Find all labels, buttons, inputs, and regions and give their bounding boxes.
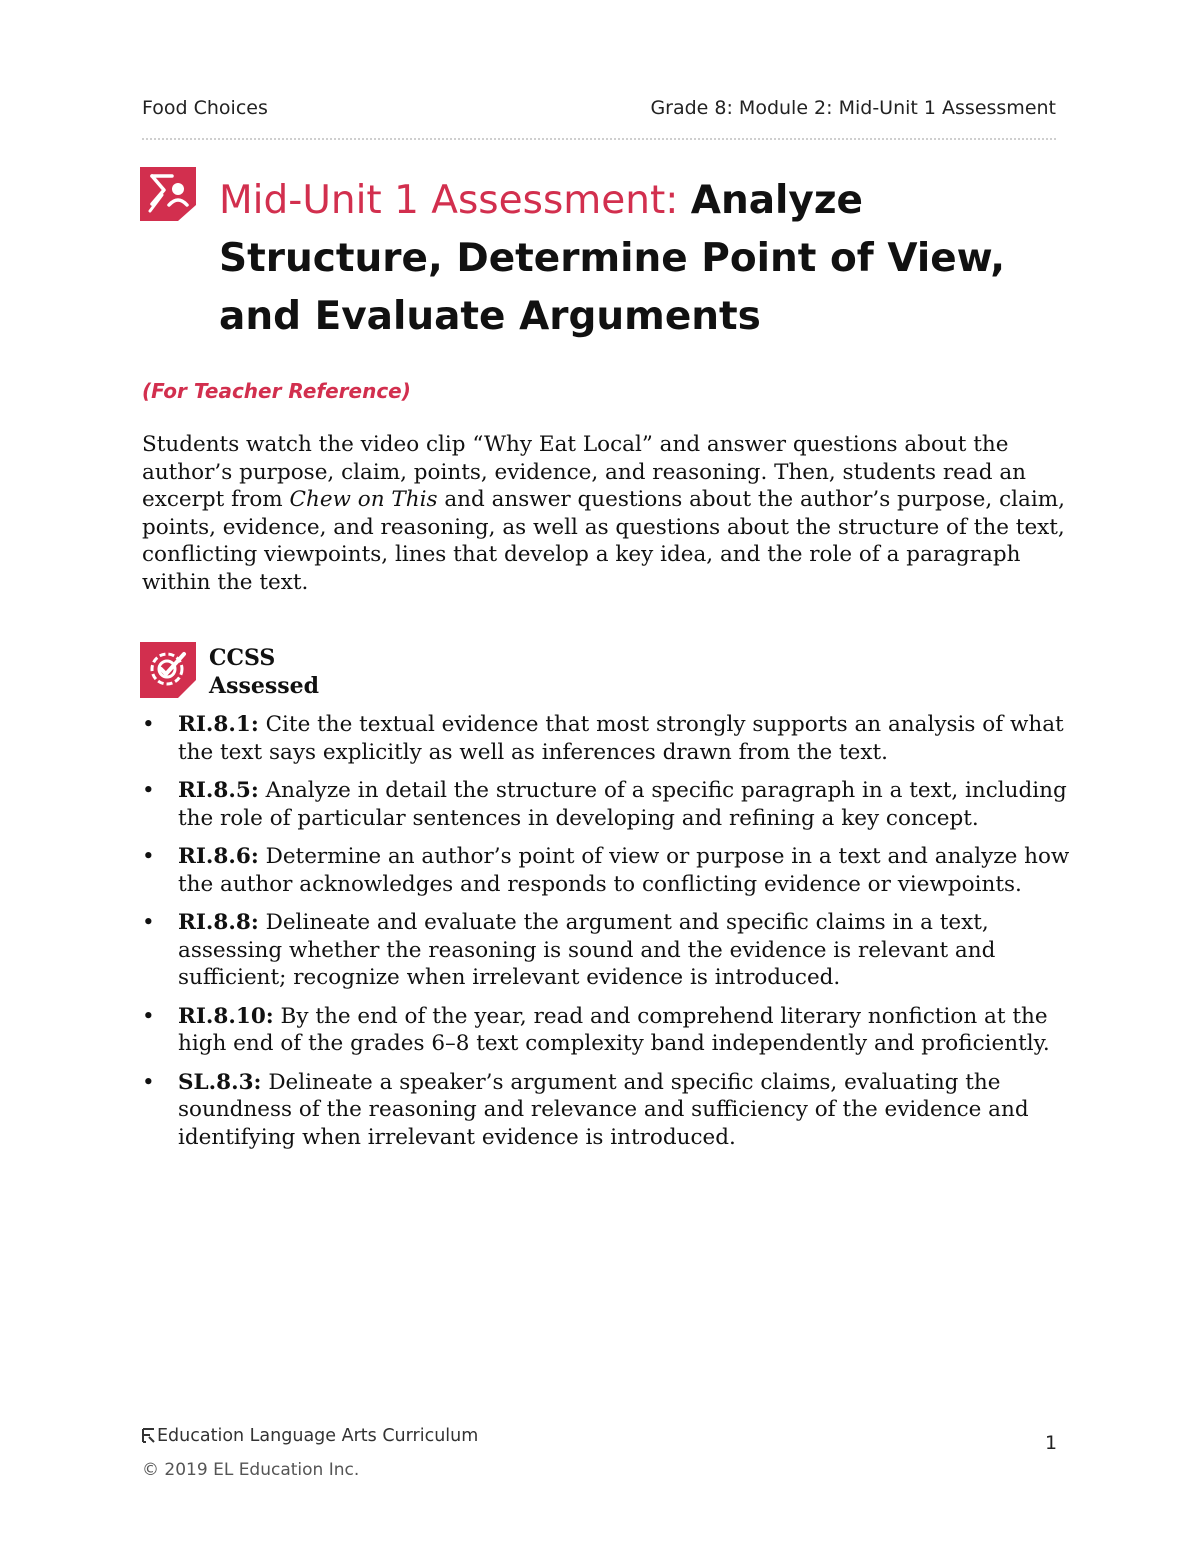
standard-item: [142, 1003, 1072, 1058]
standard-text: Analyze in detail the structure of a specific paragraph in a text, including the role of particular sentences in developing and refining a key concept.: [178, 778, 1067, 831]
bullet: •: [142, 844, 155, 869]
standard-item: [142, 843, 1072, 898]
bullet: •: [142, 1069, 155, 1095]
header-assessment-label: Grade 8: Module 2: Mid-Unit 1 Assessment: [650, 97, 1056, 119]
intro-paragraph: [142, 431, 1082, 596]
standard-code: RI.8.1:: [178, 712, 259, 737]
bullet: •: [142, 1003, 155, 1029]
standard-item: [142, 1069, 1072, 1152]
title-prefix: Mid-Unit 1 Assessment:: [219, 178, 691, 223]
ccss-heading: [209, 645, 319, 700]
standard-code: RI.8.6:: [178, 844, 259, 869]
el-logo-icon: [142, 1428, 155, 1443]
footer-curriculum-text: Education Language Arts Curriculum: [157, 1426, 479, 1446]
standard-text: By the end of the year, read and comprehend literary nonfiction at the high end of the grades 6–8 text complexity band independently and proficiently.: [178, 1003, 1050, 1056]
standard-text: Determine an author’s point of view or purpose in a text and analyze how the author acknowledges and responds to conflicting evidence or viewpoints.: [178, 844, 1070, 897]
ccss-heading-line1: CCSS: [209, 645, 276, 671]
intro-part1: Students watch the video clip “Why Eat Local” and answer questions about the author’s purpose, claim, points, evidence, and reasoning. Then, students read an excerpt from: [142, 432, 1026, 512]
intro-part2: and answer questions about the author’s purpose, claim, points, evidence, and reasoning, as well as questions about the structure of the text, conflicting viewpoints, lines that develop a key idea, and the role of a paragraph within the text.: [142, 487, 1065, 595]
standard-text: Delineate a speaker’s argument and specific claims, evaluating the soundness of the reasoning and relevance and sufficiency of the evidence and identifying when irrelevant evidence is introduced.: [178, 1069, 1029, 1150]
ccss-icon: [140, 642, 196, 698]
standard-text: Cite the textual evidence that most strongly supports an analysis of what the text says explicitly as well as inferences drawn from the text.: [178, 712, 1064, 765]
standard-item: [142, 711, 1072, 766]
standard-item: [142, 909, 1072, 992]
standard-code: RI.8.8:: [178, 910, 259, 935]
standard-text: Delineate and evaluate the argument and specific claims in a text, assessing whether the reasoning is sound and the evidence is relevant and sufficient; recognize when irrelevant evidence is introduced.: [178, 910, 996, 990]
standards-list: [142, 711, 1072, 1162]
standard-code: RI.8.10:: [178, 1003, 274, 1029]
standard-code: RI.8.5:: [178, 778, 259, 803]
standard-code: SL.8.3:: [178, 1069, 262, 1095]
bullet: •: [142, 778, 155, 803]
footer-curriculum: [142, 1426, 478, 1446]
book-title: Chew on This: [289, 487, 438, 512]
teacher-reference-label: (For Teacher Reference): [142, 379, 411, 403]
header-divider: [142, 138, 1056, 140]
bullet: •: [142, 910, 155, 935]
title-main: Analyze Structure, Determine Point of View, and Evaluate Arguments: [219, 178, 1006, 339]
standard-item: [142, 777, 1072, 832]
page-title: [219, 172, 1079, 346]
bullet: •: [142, 712, 155, 737]
assessment-icon: [140, 167, 196, 221]
footer-copyright: © 2019 EL Education Inc.: [142, 1460, 360, 1480]
ccss-heading-line2: Assessed: [209, 672, 319, 699]
header-module-title: Food Choices: [142, 97, 268, 119]
page-number: 1: [1045, 1432, 1058, 1454]
